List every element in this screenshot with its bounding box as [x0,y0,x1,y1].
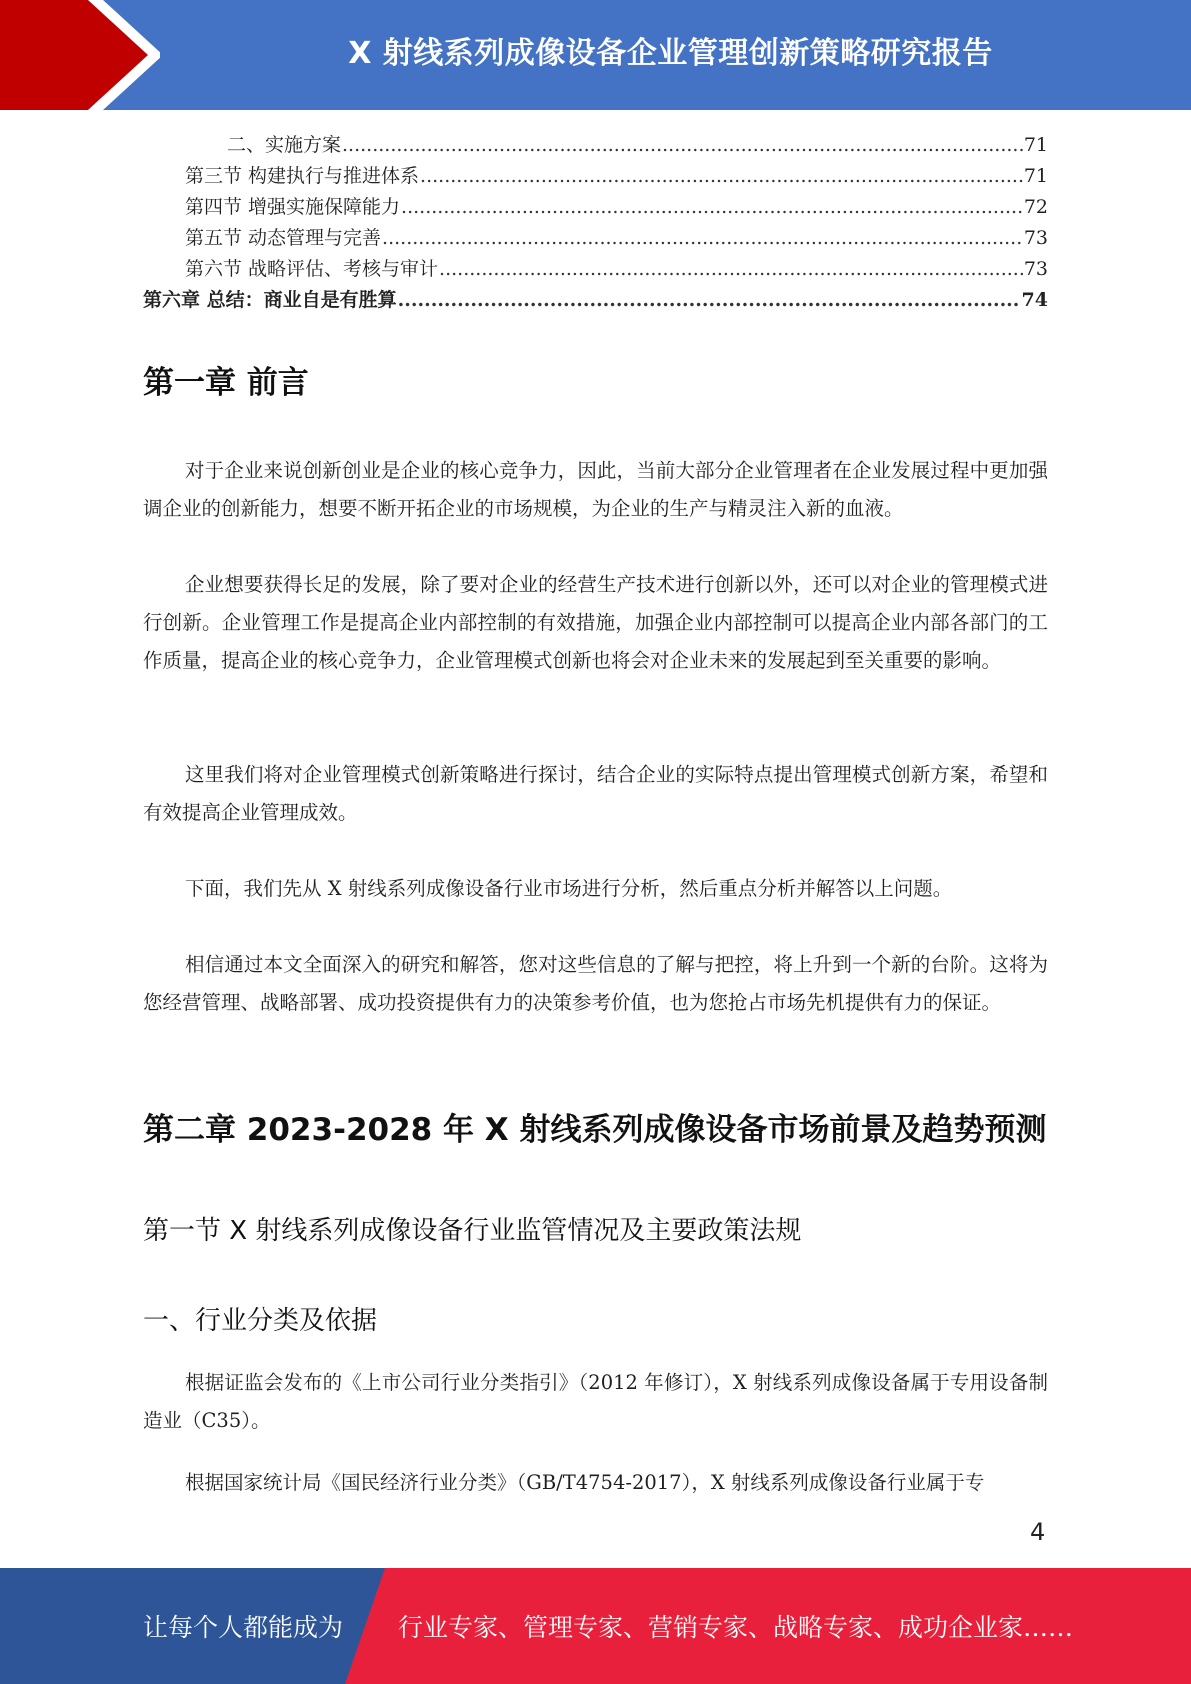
body-paragraph: 根据国家统计局《国民经济行业分类》（GB/T4754-2017），X 射线系列成像设备行业属于专 [185,1471,985,1494]
toc-entry-page: 71 [1023,165,1048,187]
body-paragraph: 对于企业来说创新创业是企业的核心竞争力，因此，当前大部分企业管理者在企业发展过程中更加强调企业的创新能力，想要不断开拓企业的市场规模，为企业的生产与精灵注入新的血液。 [143,459,1048,520]
chapter-heading: 第二章 2023-2028 年 X 射线系列成像设备市场前景及趋势预测 [143,1112,1047,1148]
report-title: X 射线系列成像设备企业管理创新策略研究报告 [348,36,993,71]
toc-leader-dots [398,285,1021,316]
body-paragraph: 企业想要获得长足的发展，除了要对企业的经营生产技术进行创新以外，还可以对企业的管理模式进行创新。企业管理工作是提高企业内部控制的有效措施，加强企业内部控制可以提高企业内部各部门的工作质量，提高企业的核心竞争力，企业管理模式创新也将会对企业未来的发展起到至关重要的影响。 [143,573,1048,672]
toc-entry-page: 72 [1023,196,1048,218]
toc-entry[interactable] [143,130,1048,161]
table-of-contents [143,130,1048,316]
page-number: 4 [1030,1518,1046,1546]
toc-leader-dots [342,130,1023,161]
subsection-heading: 一、行业分类及依据 [143,1306,378,1336]
toc-entry-title: 第五节 动态管理与完善 [185,227,382,249]
toc-entry[interactable] [143,285,1048,316]
body-paragraph: 相信通过本文全面深入的研究和解答，您对这些信息的了解与把控，将上升到一个新的台阶。这将为您经营管理、战略部署、成功投资提供有力的决策参考价值，也为您抢占市场先机提供有力的保证。 [143,953,1048,1014]
body-paragraph: 下面，我们先从 X 射线系列成像设备行业市场进行分析，然后重点分析并解答以上问题。 [185,877,953,900]
body-paragraph: 根据证监会发布的《上市公司行业分类指引》（2012 年修订），X 射线系列成像设备属于专用设备制造业（C35）。 [143,1371,1048,1432]
toc-entry[interactable] [143,192,1048,223]
toc-leader-dots [401,192,1023,223]
body-paragraph: 这里我们将对企业管理模式创新策略进行探讨，结合企业的实际特点提出管理模式创新方案，希望和有效提高企业管理成效。 [143,763,1048,824]
toc-entry-title: 第六节 战略评估、考核与审计 [185,258,439,280]
toc-entry-title: 第三节 构建执行与推进体系 [185,165,420,187]
toc-entry-page: 74 [1021,289,1048,311]
toc-entry[interactable] [143,223,1048,254]
page-footer [0,1568,1191,1684]
page-header [0,0,1191,110]
header-arrow-decoration [0,0,160,110]
footer-slogan-left: 让每个人都能成为 [143,1613,344,1642]
toc-entry[interactable] [143,161,1048,192]
footer-slogan-right: 行业专家、管理专家、营销专家、战略专家、成功企业家…… [398,1613,1074,1642]
toc-entry-page: 73 [1023,227,1048,249]
toc-entry-page: 71 [1023,134,1048,156]
chapter-heading: 第一章 前言 [143,365,309,401]
toc-leader-dots [382,223,1023,254]
toc-entry-page: 73 [1023,258,1048,280]
toc-entry-title: 第四节 增强实施保障能力 [185,196,401,218]
toc-entry-title: 第六章 总结：商业自是有胜算 [143,289,397,311]
toc-leader-dots [420,161,1023,192]
toc-entry[interactable] [143,254,1048,285]
section-heading: 第一节 X 射线系列成像设备行业监管情况及主要政策法规 [143,1216,802,1246]
toc-entry-title: 二、实施方案 [227,134,342,156]
toc-leader-dots [439,254,1023,285]
